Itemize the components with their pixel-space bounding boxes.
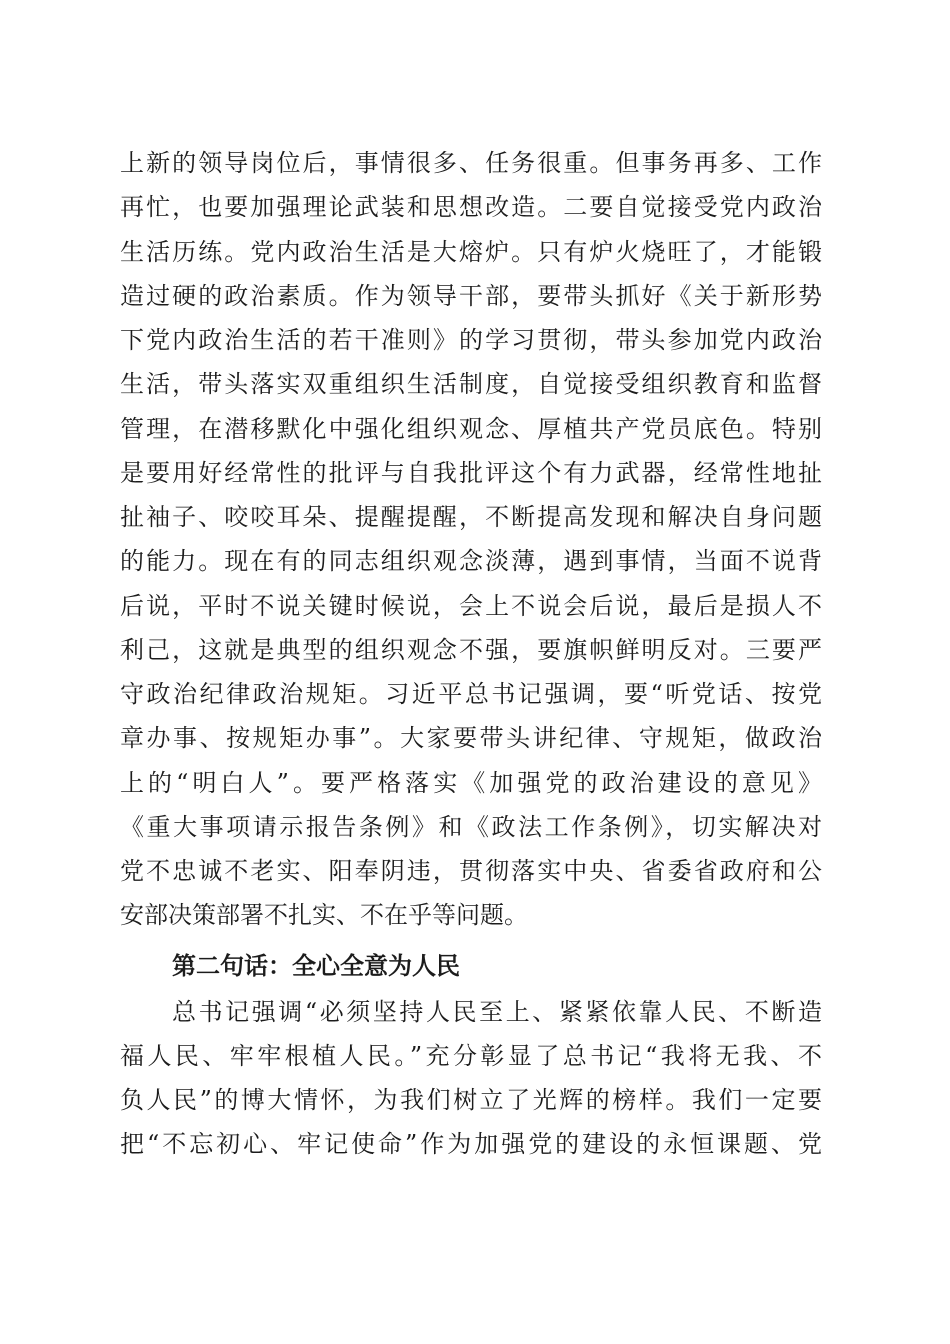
text-line: 把“不忘初心、牢记使命”作为加强党的建设的永恒课题、党 — [120, 1129, 822, 1158]
text-line: 生活历练。党内政治生活是大熔炉。只有炉火烧旺了，才能锻 — [120, 237, 822, 266]
text-line: 总书记强调“必须坚持人民至上、紧紧依靠人民、不断造 — [172, 997, 822, 1026]
text-line: 上新的领导岗位后，事情很多、任务很重。但事务再多、工作 — [120, 149, 822, 177]
text-line: 下党内政治生活的若干准则》的学习贯彻，带头参加党内政治 — [120, 326, 822, 354]
section-heading: 第二句话：全心全意为人民 — [172, 950, 460, 980]
text-line: 《重大事项请示报告条例》和《政法工作条例》，切实解决对 — [120, 812, 822, 841]
text-line: 生活，带头落实双重组织生活制度，自觉接受组织教育和监督 — [120, 370, 822, 399]
text-line: 党不忠诚不老实、阳奉阴违，贯彻落实中央、省委省政府和公 — [120, 857, 822, 885]
text-line: 管理，在潜移默化中强化组织观念、厚植共产党员底色。特别 — [120, 414, 822, 443]
text-line: 利己，这就是典型的组织观念不强，要旗帜鲜明反对。三要严 — [120, 635, 822, 664]
text-line: 再忙，也要加强理论武装和思想改造。二要自觉接受党内政治 — [120, 193, 822, 222]
text-line: 是要用好经常性的批评与自我批评这个有力武器，经常性地扯 — [120, 458, 822, 487]
text-line: 上的“明白人”。要严格落实《加强党的政治建设的意见》 — [120, 768, 822, 797]
text-line: 章办事、按规矩办事”。大家要带头讲纪律、守规矩，做政治 — [120, 724, 822, 753]
text-line: 后说，平时不说关键时候说，会上不说会后说，最后是损人不 — [120, 591, 822, 620]
text-line: 安部决策部署不扎实、不在乎等问题。 — [120, 901, 528, 930]
paragraph — [120, 990, 822, 1166]
text-line: 扯袖子、咬咬耳朵、提醒提醒，不断提高发现和解决自身问题 — [120, 503, 822, 531]
text-line: 守政治纪律政治规矩。习近平总书记强调，要“听党话、按党 — [120, 680, 822, 708]
text-line: 福人民、牢牢根植人民。”充分彰显了总书记“我将无我、不 — [120, 1041, 822, 1070]
text-column — [120, 141, 822, 1166]
text-line: 负人民”的博大情怀，为我们树立了光辉的榜样。我们一定要 — [120, 1085, 822, 1114]
paragraph — [120, 141, 822, 938]
text-line: 造过硬的政治素质。作为领导干部，要带头抓好《关于新形势 — [120, 281, 822, 310]
text-line: 的能力。现在有的同志组织观念淡薄，遇到事情，当面不说背 — [120, 547, 822, 576]
